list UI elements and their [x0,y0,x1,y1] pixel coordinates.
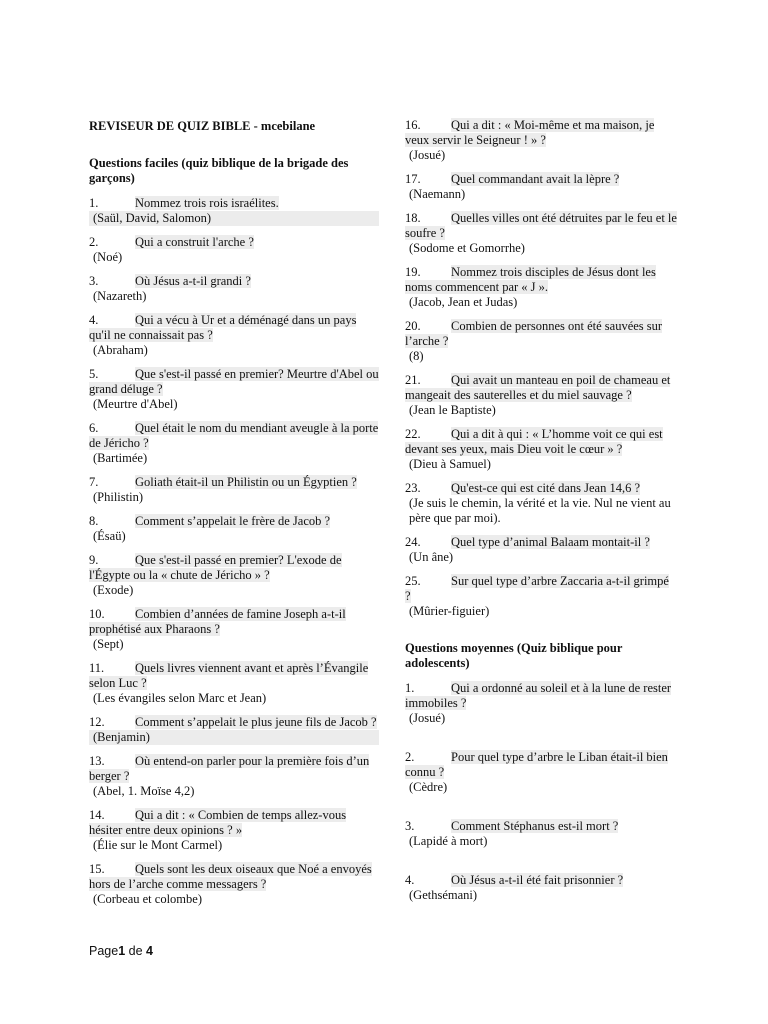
left-column [89,118,379,916]
question-answer: (8) [409,349,424,363]
question-item [405,427,677,472]
question-answer: (Josué) [409,711,446,725]
question-item [405,819,677,849]
question-item [89,196,379,226]
section-heading-easy: Questions faciles (quiz biblique de la brigade des garçons) [89,156,349,185]
question-item [89,553,379,598]
question-number: 1. [405,681,415,695]
question-item [89,475,379,505]
question-text: Qu'est-ce qui est cité dans Jean 14,6 ? [451,481,640,495]
question-answer: (Jean le Baptiste) [409,403,496,417]
question-answer: (Philistin) [93,490,144,504]
question-number: 25. [405,574,421,588]
question-item [405,118,677,163]
question-number: 8. [89,514,99,528]
question-item [89,313,379,358]
question-answer: (Élie sur le Mont Carmel) [93,838,223,852]
question-text: Où entend-on parler pour la première fois d’un berger ? [89,754,370,783]
question-answer: (Josué) [409,148,446,162]
question-answer: (Noé) [93,250,123,264]
question-item [89,715,379,745]
page-footer [89,944,153,958]
question-item [89,235,379,265]
question-answer: (Benjamin) [89,730,379,745]
question-answer: (Je suis le chemin, la vérité et la vie. Nul ne vient au père que par moi). [409,496,671,525]
question-answer: (Jacob, Jean et Judas) [409,295,518,309]
question-answer: (Gethsémani) [409,888,478,902]
question-number: 3. [89,274,99,288]
question-number: 21. [405,373,421,387]
question-answer: (Saül, David, Salomon) [89,211,379,226]
question-text: Nommez trois rois israélites. [135,196,279,210]
question-answer: (Exode) [93,583,134,597]
question-answer: (Naemann) [409,187,466,201]
question-number: 4. [405,873,415,887]
question-item [405,265,677,310]
document-title: REVISEUR DE QUIZ BIBLE - mcebilane [89,119,316,133]
question-item [405,373,677,418]
question-text: Combien de personnes ont été sauvées sur l’arche ? [405,319,663,348]
question-text: Où Jésus a-t-il grandi ? [135,274,251,288]
question-text: Qui a ordonné au soleil et à la lune de rester immobiles ? [405,681,672,710]
question-answer: (Ésaü) [93,529,126,543]
question-answer: (Sept) [93,637,124,651]
question-answer: (Meurtre d'Abel) [93,397,178,411]
question-item [89,808,379,853]
question-item [405,319,677,364]
question-item [89,754,379,799]
question-number: 1. [89,196,99,210]
right-column [405,118,677,912]
question-number: 22. [405,427,421,441]
question-number: 5. [89,367,99,381]
question-number: 16. [405,118,421,132]
question-answer: (Bartimée) [93,451,148,465]
question-item [89,862,379,907]
question-item [405,750,677,795]
question-item [89,421,379,466]
of-label: de [128,944,143,958]
question-number: 6. [89,421,99,435]
question-number: 18. [405,211,421,225]
question-answer: (Cèdre) [409,780,448,794]
question-text: Comment s’appelait le plus jeune fils de Jacob ? [135,715,377,729]
question-text: Quel était le nom du mendiant aveugle à la porte de Jéricho ? [89,421,379,450]
question-answer: (Les évangiles selon Marc et Jean) [93,691,267,705]
page-label: Page [89,944,119,958]
question-text: Où Jésus a-t-il été fait prisonnier ? [451,873,624,887]
question-number: 2. [405,750,415,764]
question-text: Sur quel type d’arbre Zaccaria a-t-il grimpé ? [405,574,669,603]
question-number: 20. [405,319,421,333]
question-number: 11. [89,661,105,675]
question-number: 17. [405,172,421,186]
question-text: Nommez trois disciples de Jésus dont les noms commencent par « J ». [405,265,656,294]
question-text: Qui a construit l'arche ? [135,235,254,249]
question-text: Pour quel type d’arbre le Liban était-il bien connu ? [405,750,668,779]
question-text: Quel commandant avait la lèpre ? [451,172,620,186]
question-text: Quels livres viennent avant et après l’Évangile selon Luc ? [89,661,369,690]
question-text: Comment s’appelait le frère de Jacob ? [135,514,331,528]
question-number: 4. [89,313,99,327]
section-heading-medium: Questions moyennes (Quiz biblique pour adolescents) [405,641,623,670]
question-item [89,367,379,412]
question-item [405,574,677,619]
question-number: 19. [405,265,421,279]
question-answer: (Abel, 1. Moïse 4,2) [93,784,195,798]
question-number: 10. [89,607,105,621]
question-item [405,535,677,565]
question-number: 13. [89,754,105,768]
question-number: 14. [89,808,105,822]
question-number: 12. [89,715,105,729]
question-item [89,607,379,652]
question-text: Quelles villes ont été détruites par le feu et le soufre ? [405,211,677,240]
question-text: Que s'est-il passé en premier? L'exode de l'Égypte ou la « chute de Jéricho » ? [89,553,342,582]
question-text: Comment Stéphanus est-il mort ? [451,819,619,833]
question-text: Qui a vécu à Ur et a déménagé dans un pays qu'il ne connaissait pas ? [89,313,357,342]
question-number: 15. [89,862,105,876]
question-answer: (Sodome et Gomorrhe) [409,241,525,255]
question-answer: (Mûrier-figuier) [409,604,490,618]
question-number: 3. [405,819,415,833]
question-number: 7. [89,475,99,489]
question-text: Quels sont les deux oiseaux que Noé a envoyés hors de l’arche comme messagers ? [89,862,372,891]
question-item [405,481,677,526]
question-number: 23. [405,481,421,495]
question-item [405,681,677,726]
question-item [405,172,677,202]
question-text: Qui avait un manteau en poil de chameau et mangeait des sauterelles et du miel sauvage ? [405,373,671,402]
question-text: Combien d’années de famine Joseph a-t-il prophétisé aux Pharaons ? [89,607,346,636]
question-answer: (Dieu à Samuel) [409,457,491,471]
page-number: 1 [118,944,126,958]
question-answer: (Corbeau et colombe) [93,892,202,906]
question-answer: (Un âne) [409,550,454,564]
question-number: 24. [405,535,421,549]
page-total: 4 [146,944,153,958]
question-text: Qui a dit à qui : « L’homme voit ce qui est devant ses yeux, mais Dieu voit le cœur » ? [405,427,663,456]
question-number: 2. [89,235,99,249]
question-item [405,211,677,256]
question-answer: (Lapidé à mort) [409,834,488,848]
question-text: Goliath était-il un Philistin ou un Égyptien ? [135,475,357,489]
question-item [89,514,379,544]
question-text: Qui a dit : « Moi-même et ma maison, je veux servir le Seigneur ! » ? [405,118,655,147]
question-answer: (Nazareth) [93,289,147,303]
question-item [405,873,677,903]
question-number: 9. [89,553,99,567]
question-answer: (Abraham) [93,343,148,357]
question-text: Quel type d’animal Balaam montait-il ? [451,535,650,549]
question-text: Qui a dit : « Combien de temps allez-vous hésiter entre deux opinions ? » [89,808,347,837]
question-item [89,661,379,706]
question-text: Que s'est-il passé en premier? Meurtre d'Abel ou grand déluge ? [89,367,379,396]
question-item [89,274,379,304]
